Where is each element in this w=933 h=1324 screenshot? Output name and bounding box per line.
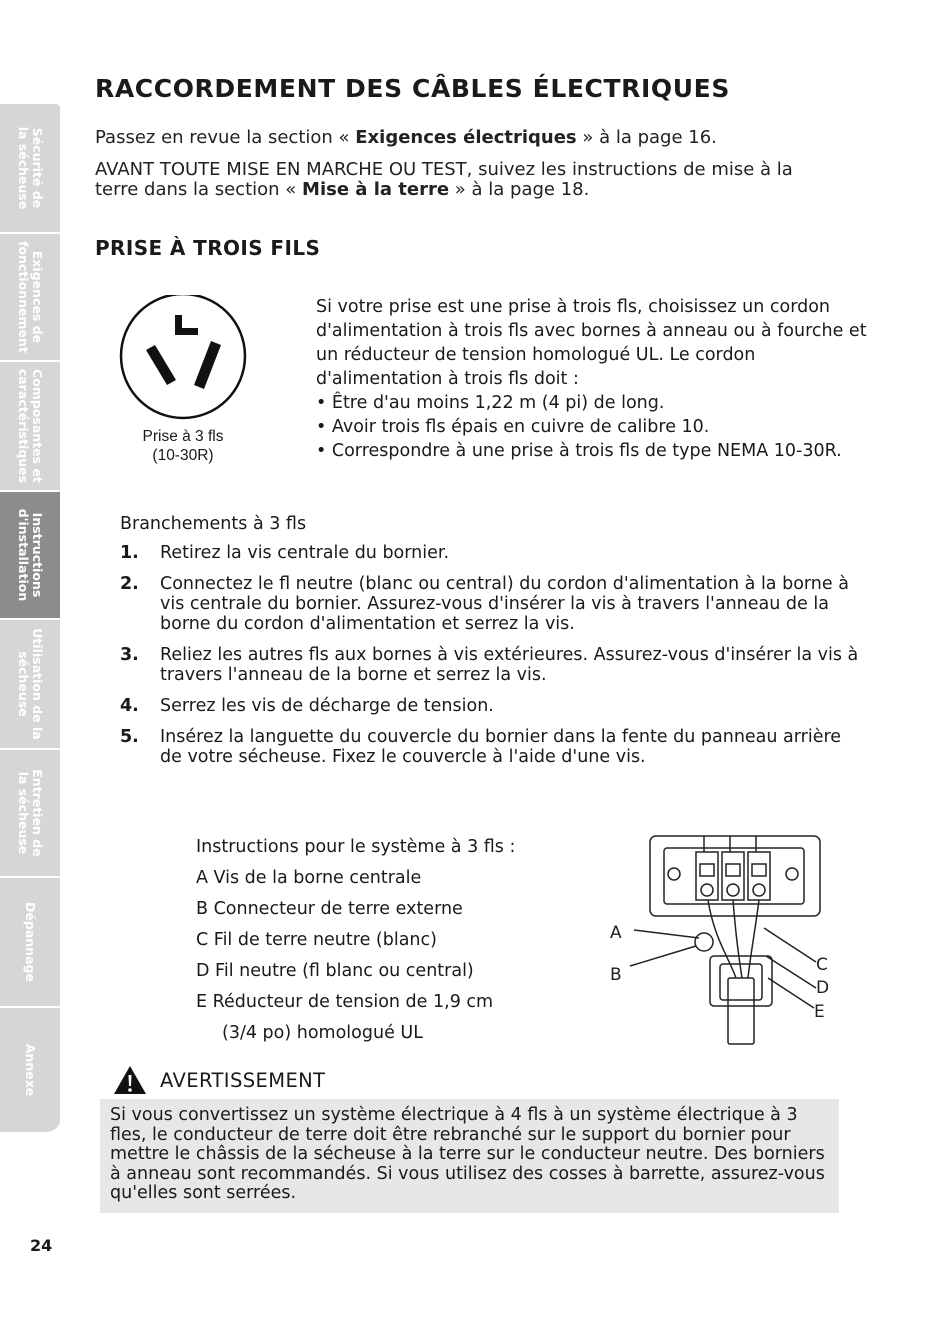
wiring-title: Instructions pour le système à 3 fls : [196,837,516,857]
tab-depannage[interactable] [0,878,60,1008]
link-exigences: Exigences électriques [355,127,577,148]
tab-exigences[interactable] [0,234,60,362]
desc-item: • Correspondre à une prise à trois fls de type NEMA 10-30R. [316,441,842,461]
desc-item: • Être d'au moins 1,22 m (4 pi) de long. [316,393,665,413]
diagram-label-d: D [816,978,830,998]
wiring-item-continued: (3/4 po) homologué UL [222,1023,423,1043]
list-item: 4. Serrez les vis de décharge de tension. [120,696,494,716]
outlet-caption: Prise à 3 fls (10-30R) [142,428,224,464]
wiring-item: A Vis de la borne centrale [196,868,422,888]
diagram-label-e: E [814,1002,825,1022]
tab-installation[interactable] [0,492,60,620]
steps-list [120,543,860,778]
tab-label: Dépannage [23,902,38,982]
warning-title: AVERTISSEMENT [160,1068,326,1092]
tab-securite[interactable] [0,104,60,234]
list-item: 5. Insérez la languette du couvercle du bornier dans la fente du panneau arrière de votre sécheuse. Fixez le couvercle à l'aide d'une vis. [120,727,842,767]
tab-label: Composantes et caractéristiques [16,368,45,484]
desc-paragraph: Si votre prise est une prise à trois fls, choisissez un cordon d'alimentation à trois fls avec bornes à anneau ou à fourche et un réducteur de tension homologué UL. Le cordon d'alimentation à trois fls doit : [316,297,867,389]
desc-item: • Avoir trois fls épais en cuivre de calibre 10. [316,417,710,437]
wiring-item: E Réducteur de tension de 1,9 cm [196,992,494,1012]
diagram-label-b: B [610,965,622,985]
tab-label: Entretien de la sécheuse [16,769,45,857]
page-title: RACCORDEMENT DES CÂBLES ÉLECTRIQUES [95,74,730,103]
wiring-item: B Connecteur de terre externe [196,899,463,919]
section-subtitle: PRISE À TROIS FILS [95,236,321,260]
tab-annexe[interactable] [0,1008,60,1134]
link-mise-a-la-terre: Mise à la terre [302,179,450,200]
intro-review: Passez en revue la section « Exigences électriques » à la page 16. [95,127,717,148]
wiring-legend [196,832,515,1049]
tab-label: Annexe [23,1043,38,1097]
three-wire-outlet-icon [118,295,248,425]
branch-label: Branchements à 3 fls [120,514,307,534]
terminal-block-diagram [604,828,844,1048]
tab-entretien[interactable] [0,750,60,878]
warning-box [100,1099,839,1213]
tab-label: Instructions d'installation [16,508,45,602]
list-item: 2. Connectez le fl neutre (blanc ou central) du cordon d'alimentation à la borne à vis centrale du bornier. Assurez-vous d'insérer la vis à travers l'anneau de la borne du cordon d'alimentation et serrez la vis. [120,574,849,634]
tab-label: Sécurité de la sécheuse [16,126,45,210]
warning-text: Si vous convertissez un système électrique à 4 fls à un système électrique à 3 fles, le conducteur de terre doit être rebranché sur le support du bornier pour mettre le châssis de la sécheuse à la terre sur le conducteur neutre. Des borniers à anneau sont recommandés. Si vous utilisez des cosses à barrette, assurez-vous qu'elles sont serrées. [110,1105,825,1203]
warning-triangle-icon [112,1064,148,1096]
diagram-label-a: A [610,923,622,943]
tab-utilisation[interactable] [0,620,60,750]
tab-label: Utilisation de la sécheuse [16,628,45,740]
tab-label: Exigences de fonctionnement [16,241,45,353]
warning-heading [112,1064,325,1096]
list-item: 1. Retirez la vis centrale du bornier. [120,543,450,563]
tab-composantes[interactable] [0,362,60,492]
three-wire-description [316,295,876,463]
intro-grounding: AVANT TOUTE MISE EN MARCHE OU TEST, suivez les instructions de mise à la terre dans la section « Mise à la terre » à la page 18. [95,159,793,200]
diagram-label-c: C [816,955,828,975]
page-number: 24 [30,1236,53,1255]
wiring-item: C Fil de terre neutre (blanc) [196,930,437,950]
list-item: 3. Reliez les autres fls aux bornes à vis extérieures. Assurez-vous d'insérer la vis à travers l'anneau de la borne et serrez la vis. [120,645,859,685]
wiring-item: D Fil neutre (fl blanc ou central) [196,961,474,981]
